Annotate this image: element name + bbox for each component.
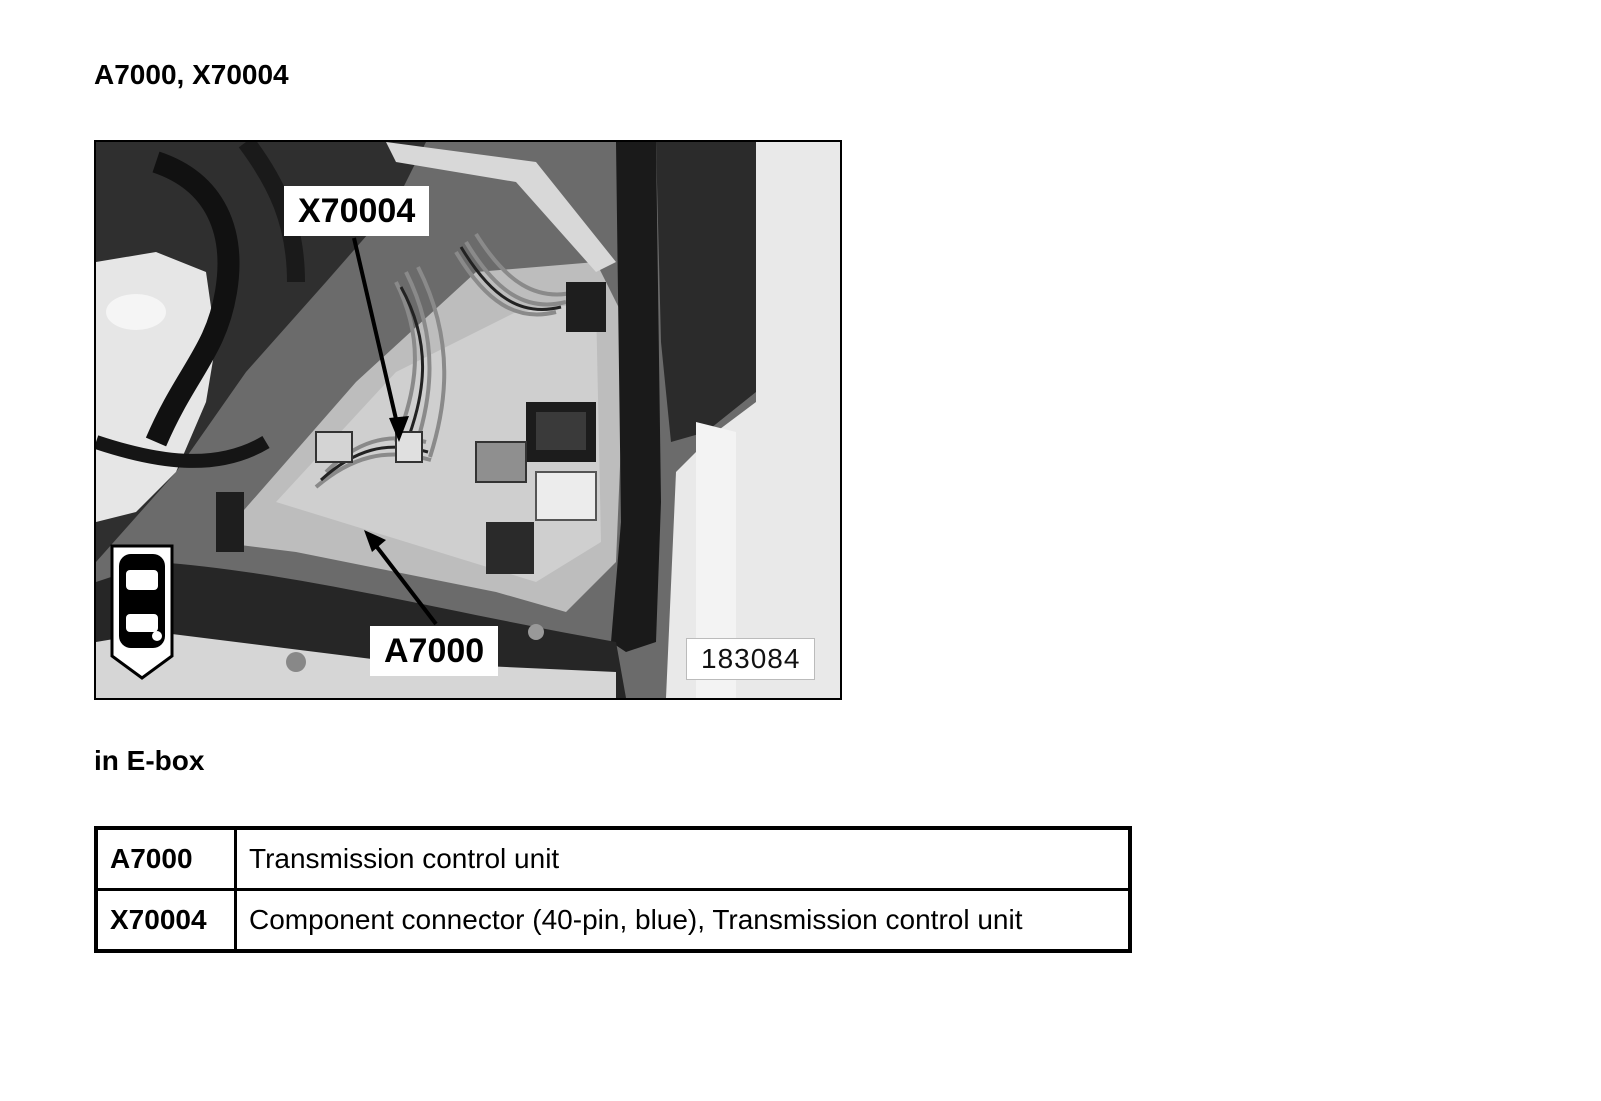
component-description: Transmission control unit — [236, 828, 1131, 890]
vehicle-view-icon — [110, 544, 174, 680]
component-code: X70004 — [96, 890, 236, 952]
figure-caption: in E-box — [94, 745, 205, 776]
callout-label-x70004: X70004 — [284, 186, 429, 236]
image-number: 183084 — [686, 638, 815, 680]
engine-compartment-figure — [94, 140, 842, 700]
callout-label-a7000: A7000 — [370, 626, 498, 676]
component-code: A7000 — [96, 828, 236, 890]
table-row — [96, 828, 1130, 890]
table-row — [96, 890, 1130, 952]
component-legend-table — [94, 826, 1132, 953]
page-title: A7000, X70004 — [94, 59, 289, 90]
component-description: Component connector (40-pin, blue), Transmission control unit — [236, 890, 1131, 952]
e-box-photo — [96, 142, 840, 698]
